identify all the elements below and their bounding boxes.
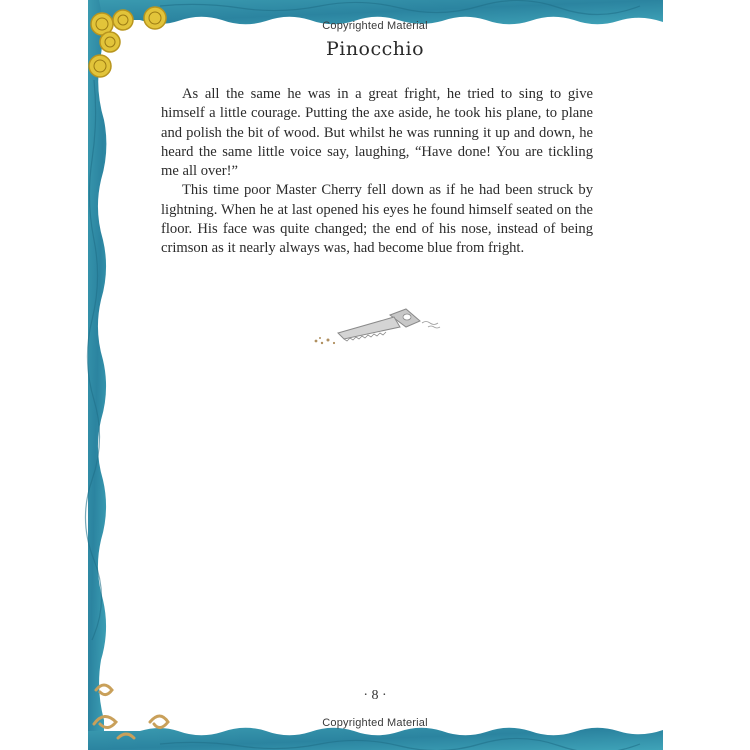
body-text — [161, 85, 593, 259]
page-title: Pinocchio — [325, 38, 425, 60]
page-number: · 8 · — [363, 688, 387, 703]
copyright-notice-bottom: Copyrighted Material — [322, 717, 428, 729]
copyright-notice-top: Copyrighted Material — [322, 20, 428, 32]
paragraph: This time poor Master Cherry fell down as if he had been struck by lightning. When he at last opened his eyes he found himself seated on the floor. His face was quite changed; the end of his nose, instead of being crimson as it nearly always was, had become blue from fright. — [161, 182, 593, 257]
border-left — [88, 0, 106, 750]
paragraph: As all the same he was in a great fright, he tried to sing to give himself a little courage. Putting the axe aside, he took his plane, to plane and polish the bit of wood. But whilst he was running it up and down, he heard the same little voice say, laughing, “Have done! You are tickling me all over!” — [161, 86, 593, 180]
saw-icon — [308, 305, 448, 350]
border-bottom — [88, 728, 663, 750]
